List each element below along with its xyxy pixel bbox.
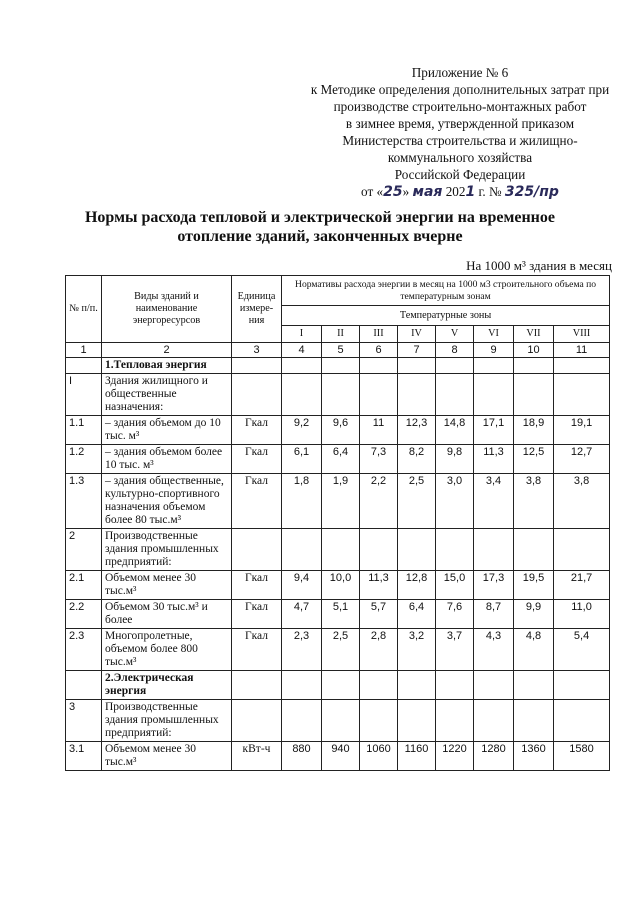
row-value — [554, 529, 610, 571]
row-name: 2.Электрическая энергия — [102, 671, 232, 700]
row-value: 7,3 — [360, 445, 398, 474]
norms-table — [65, 275, 610, 771]
row-value: 9,9 — [514, 600, 554, 629]
row-value: 880 — [282, 742, 322, 771]
row-value — [322, 358, 360, 374]
row-value: 3,0 — [436, 474, 474, 529]
row-number: 1.3 — [66, 474, 102, 529]
row-unit: Гкал — [232, 571, 282, 600]
row-value — [282, 358, 322, 374]
row-name: Производственные здания промышленных предприятий: — [102, 700, 232, 742]
row-number: 3 — [66, 700, 102, 742]
appendix-line: коммунального хозяйства — [387, 150, 533, 165]
row-value — [474, 374, 514, 416]
row-name: Объемом менее 30 тыс.м³ — [102, 571, 232, 600]
unit-note: На 1000 м³ здания в месяц — [466, 258, 612, 273]
row-value — [360, 529, 398, 571]
row-number — [66, 358, 102, 374]
row-name: Объемом менее 30 тыс.м³ — [102, 742, 232, 771]
row-name: 1.Тепловая энергия — [102, 358, 232, 374]
row-value: 8,7 — [474, 600, 514, 629]
table-row — [66, 474, 610, 529]
row-value — [514, 374, 554, 416]
column-number: 10 — [514, 343, 554, 358]
order-number: 325/пр — [504, 184, 559, 200]
zone-header: V — [436, 326, 474, 343]
row-value: 1280 — [474, 742, 514, 771]
row-value: 14,8 — [436, 416, 474, 445]
row-value — [398, 374, 436, 416]
row-name: – здания общественные, культурно-спортивного назначения объемом более 80 тыс.м³ — [102, 474, 232, 529]
table-row — [66, 416, 610, 445]
column-number: 5 — [322, 343, 360, 358]
row-value — [360, 358, 398, 374]
row-unit — [232, 671, 282, 700]
row-value — [322, 374, 360, 416]
header-kind: Виды зданий и наименование энергоресурсов — [102, 276, 232, 343]
row-value: 9,8 — [436, 445, 474, 474]
row-unit: кВт-ч — [232, 742, 282, 771]
row-value: 5,1 — [322, 600, 360, 629]
column-number: 1 — [66, 343, 102, 358]
row-value — [360, 671, 398, 700]
row-value: 21,7 — [554, 571, 610, 600]
row-name: – здания объемом более 10 тыс. м³ — [102, 445, 232, 474]
table-row — [66, 374, 610, 416]
appendix-line: производстве строительно-монтажных работ — [333, 99, 587, 114]
row-value — [322, 671, 360, 700]
row-name: Многопролетные, объемом более 800 тыс.м³ — [102, 629, 232, 671]
row-value: 1,8 — [282, 474, 322, 529]
column-number: 9 — [474, 343, 514, 358]
row-value: 8,2 — [398, 445, 436, 474]
table-row — [66, 358, 610, 374]
row-unit — [232, 700, 282, 742]
row-value — [398, 358, 436, 374]
row-value: 1,9 — [322, 474, 360, 529]
row-value — [360, 700, 398, 742]
row-unit — [232, 374, 282, 416]
row-number: 2.1 — [66, 571, 102, 600]
row-number: 2.2 — [66, 600, 102, 629]
date-month: мая — [412, 184, 443, 200]
zone-header: VI — [474, 326, 514, 343]
column-numbers-row — [66, 343, 610, 358]
table-row — [66, 671, 610, 700]
table-row — [66, 742, 610, 771]
row-value — [398, 671, 436, 700]
row-value: 2,3 — [282, 629, 322, 671]
appendix-header — [300, 64, 620, 201]
row-value: 6,1 — [282, 445, 322, 474]
row-value: 11,3 — [360, 571, 398, 600]
title-line: отопление зданий, законченных вчерне — [177, 228, 463, 245]
row-value: 5,7 — [360, 600, 398, 629]
row-unit: Гкал — [232, 629, 282, 671]
row-value: 9,6 — [322, 416, 360, 445]
row-value: 3,7 — [436, 629, 474, 671]
row-value — [436, 671, 474, 700]
zone-header: I — [282, 326, 322, 343]
row-name: Здания жилищного и общественные назначения: — [102, 374, 232, 416]
zone-header: III — [360, 326, 398, 343]
row-value — [474, 700, 514, 742]
row-name: – здания объемом до 10 тыс. м³ — [102, 416, 232, 445]
column-number: 6 — [360, 343, 398, 358]
row-unit: Гкал — [232, 445, 282, 474]
row-value: 940 — [322, 742, 360, 771]
appendix-line: в зимнее время, утвержденной приказом — [345, 116, 575, 131]
row-value: 4,3 — [474, 629, 514, 671]
row-value: 1580 — [554, 742, 610, 771]
row-value: 2,5 — [322, 629, 360, 671]
row-value: 19,1 — [554, 416, 610, 445]
row-value — [282, 700, 322, 742]
row-unit: Гкал — [232, 600, 282, 629]
row-unit — [232, 529, 282, 571]
table-row — [66, 600, 610, 629]
row-value — [554, 671, 610, 700]
row-number: I — [66, 374, 102, 416]
table-row — [66, 445, 610, 474]
header-num: № п/п. — [66, 276, 102, 343]
row-value: 11 — [360, 416, 398, 445]
column-number: 11 — [554, 343, 610, 358]
row-value: 3,2 — [398, 629, 436, 671]
row-value: 12,8 — [398, 571, 436, 600]
row-value: 17,1 — [474, 416, 514, 445]
row-value — [436, 374, 474, 416]
row-value — [282, 529, 322, 571]
row-value — [514, 358, 554, 374]
row-value: 11,0 — [554, 600, 610, 629]
row-number: 1.2 — [66, 445, 102, 474]
appendix-line: Министерства строительства и жилищно- — [342, 133, 578, 148]
column-number: 8 — [436, 343, 474, 358]
row-value: 2,2 — [360, 474, 398, 529]
table-row — [66, 571, 610, 600]
row-value: 2,5 — [398, 474, 436, 529]
row-value: 3,8 — [554, 474, 610, 529]
order-date-line — [300, 183, 620, 201]
row-unit: Гкал — [232, 474, 282, 529]
zone-header: VII — [514, 326, 554, 343]
row-value — [398, 700, 436, 742]
table-row — [66, 529, 610, 571]
date-mid: » — [402, 184, 413, 199]
header-unit: Единица измере-ния — [232, 276, 282, 343]
row-number — [66, 671, 102, 700]
row-value: 5,4 — [554, 629, 610, 671]
date-year-suffix: г. № — [475, 184, 505, 199]
row-value: 7,6 — [436, 600, 474, 629]
row-value: 12,3 — [398, 416, 436, 445]
row-value: 18,9 — [514, 416, 554, 445]
header-norms: Нормативы расхода энергии в месяц на 1000 м3 строительного объема по температурным зонам — [282, 276, 610, 306]
table-row — [66, 700, 610, 742]
row-name: Объемом 30 тыс.м³ и более — [102, 600, 232, 629]
row-name: Производственные здания промышленных предприятий: — [102, 529, 232, 571]
row-value — [474, 529, 514, 571]
row-value: 3,4 — [474, 474, 514, 529]
row-value: 6,4 — [322, 445, 360, 474]
row-value: 9,4 — [282, 571, 322, 600]
header-zones: Температурные зоны — [282, 306, 610, 326]
row-value: 1360 — [514, 742, 554, 771]
row-value — [282, 671, 322, 700]
row-value: 12,5 — [514, 445, 554, 474]
date-year-digit: 1 — [465, 184, 476, 200]
row-value — [398, 529, 436, 571]
row-value: 2,8 — [360, 629, 398, 671]
row-value: 6,4 — [398, 600, 436, 629]
row-value: 1220 — [436, 742, 474, 771]
column-number: 7 — [398, 343, 436, 358]
row-value — [436, 529, 474, 571]
row-number: 1.1 — [66, 416, 102, 445]
row-number: 3.1 — [66, 742, 102, 771]
row-value: 12,7 — [554, 445, 610, 474]
row-value: 1160 — [398, 742, 436, 771]
row-value: 17,3 — [474, 571, 514, 600]
row-value — [554, 358, 610, 374]
row-value — [514, 671, 554, 700]
row-value — [282, 374, 322, 416]
row-value — [474, 671, 514, 700]
row-value — [554, 700, 610, 742]
appendix-line: Приложение № 6 — [411, 65, 509, 80]
row-number: 2 — [66, 529, 102, 571]
row-value — [322, 700, 360, 742]
zone-header: II — [322, 326, 360, 343]
document-title — [60, 208, 580, 246]
row-value: 3,8 — [514, 474, 554, 529]
row-unit — [232, 358, 282, 374]
row-number: 2.3 — [66, 629, 102, 671]
row-value: 4,8 — [514, 629, 554, 671]
row-value: 19,5 — [514, 571, 554, 600]
row-value — [514, 700, 554, 742]
date-prefix: от « — [361, 184, 384, 199]
row-value — [474, 358, 514, 374]
row-value — [554, 374, 610, 416]
date-year-prefix: 202 — [442, 184, 466, 199]
row-value — [436, 358, 474, 374]
column-number: 4 — [282, 343, 322, 358]
column-number: 3 — [232, 343, 282, 358]
table-body — [66, 358, 610, 771]
row-value — [360, 374, 398, 416]
appendix-line: Российской Федерации — [394, 167, 526, 182]
zone-header: VIII — [554, 326, 610, 343]
row-value: 10,0 — [322, 571, 360, 600]
row-value: 11,3 — [474, 445, 514, 474]
date-day: 25 — [383, 184, 403, 200]
title-line: Нормы расхода тепловой и электрической энергии на временное — [84, 209, 555, 226]
appendix-line: к Методике определения дополнительных затрат при — [310, 82, 610, 97]
row-value: 15,0 — [436, 571, 474, 600]
column-number: 2 — [102, 343, 232, 358]
row-unit: Гкал — [232, 416, 282, 445]
row-value — [514, 529, 554, 571]
row-value — [322, 529, 360, 571]
zone-header: IV — [398, 326, 436, 343]
row-value: 4,7 — [282, 600, 322, 629]
row-value: 9,2 — [282, 416, 322, 445]
row-value: 1060 — [360, 742, 398, 771]
table-row — [66, 629, 610, 671]
row-value — [436, 700, 474, 742]
